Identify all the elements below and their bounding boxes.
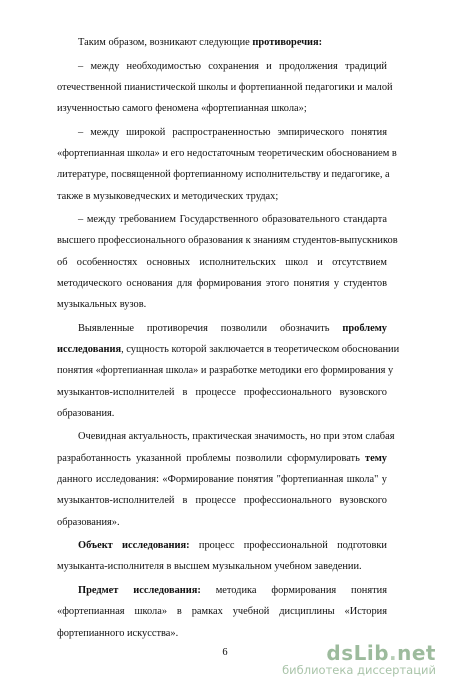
text-segment: изученностью самого феномена «фортепианная школа»; [57, 103, 307, 115]
text-line [57, 627, 387, 640]
text-segment: разработанность указанной проблемы позволили сформулировать [57, 452, 365, 464]
text-segment: высшего профессионального образования к знаниям студентов-выпускников [57, 235, 398, 247]
text-segment: противоречия: [252, 37, 323, 48]
text-line [57, 190, 387, 203]
text-line [57, 473, 387, 486]
text-line [57, 168, 390, 181]
watermark [282, 641, 436, 677]
text-segment: литературе, посвященной фортепианному исполнительству и педагогике, а [57, 169, 390, 181]
watermark-caption: библиотека диссертаций [282, 663, 436, 677]
text-segment: фортепианного искусства». [57, 627, 179, 639]
text-line [57, 298, 387, 311]
text-segment: методического основания для формирования этого понятия у студентов [57, 277, 387, 289]
text-segment: образования». [57, 516, 120, 528]
watermark-logo: dsLib.net [326, 641, 436, 665]
text-segment: понятия «фортепианная школа» и разработке методики его формирования у [57, 365, 394, 377]
text-segment: – между широкой распространенностью эмпирического понятия [78, 126, 387, 138]
text-line [57, 256, 387, 269]
text-line [78, 126, 387, 139]
text-segment: тему [365, 452, 387, 464]
text-line [78, 36, 387, 49]
text-line [57, 102, 387, 115]
text-line [57, 234, 398, 247]
text-line [57, 386, 387, 399]
text-line [57, 147, 397, 160]
text-segment: также в музыковедческих и методических трудах; [57, 190, 279, 202]
text-segment: музыкантов-исполнителей в процессе профессионального вузовского [57, 386, 387, 398]
text-line [57, 81, 393, 94]
text-line [78, 430, 395, 443]
text-segment: , сущность которой заключается в теоретическом обосновании [121, 344, 400, 355]
text-line [57, 560, 387, 573]
text-segment: отечественной пианистической школы и фортепианной педагогики и малой [57, 81, 393, 93]
text-line [78, 584, 387, 597]
text-segment: исследования [57, 344, 122, 355]
text-segment: – между требованием Государственного образовательного стандарта [78, 214, 387, 225]
text-line [78, 322, 387, 335]
text-segment: музыкальных вузов. [57, 299, 147, 311]
text-line [78, 539, 387, 552]
text-segment: Очевидная актуальность, практическая значимость, но при этом слабая [78, 431, 395, 443]
text-segment: образования. [57, 407, 115, 419]
text-line [57, 343, 400, 356]
text-line [57, 277, 387, 290]
text-line [78, 213, 387, 226]
text-line [57, 605, 387, 618]
text-segment: данного исследования: «Формирование понятия "фортепианная школа" у [57, 474, 387, 485]
text-segment: «фортепианная школа» в рамках учебной дисциплины «История [57, 606, 387, 618]
text-segment: процесс профессиональной подготовки [189, 540, 387, 552]
text-segment: проблему [342, 322, 387, 334]
text-line [57, 364, 394, 377]
text-segment: Таким образом, возникают следующие [78, 37, 253, 48]
text-line [57, 516, 387, 529]
text-segment: методика формирования понятия [200, 584, 387, 596]
text-segment: «фортепианная школа» и его недостаточным теоретическим обоснованием в [57, 147, 397, 159]
text-segment: музыкантов-исполнителей в процессе профессионального вузовского [57, 495, 387, 507]
text-segment: Предмет исследования: [78, 584, 201, 596]
text-segment: об особенностях основных исполнительских школ и отсутствием [57, 256, 387, 268]
text-line [78, 60, 387, 73]
text-segment: Выявленные противоречия позволили обозначить [78, 322, 343, 334]
text-line [57, 494, 387, 507]
text-line [57, 407, 387, 420]
text-segment: музыканта-исполнителя в высшем музыкальном учебном заведении. [57, 561, 362, 573]
text-segment: Объект исследования: [78, 540, 190, 552]
page-number: 6 [222, 647, 228, 658]
text-line [57, 452, 387, 465]
text-segment: – между необходимостью сохранения и продолжения традиций [78, 60, 387, 72]
